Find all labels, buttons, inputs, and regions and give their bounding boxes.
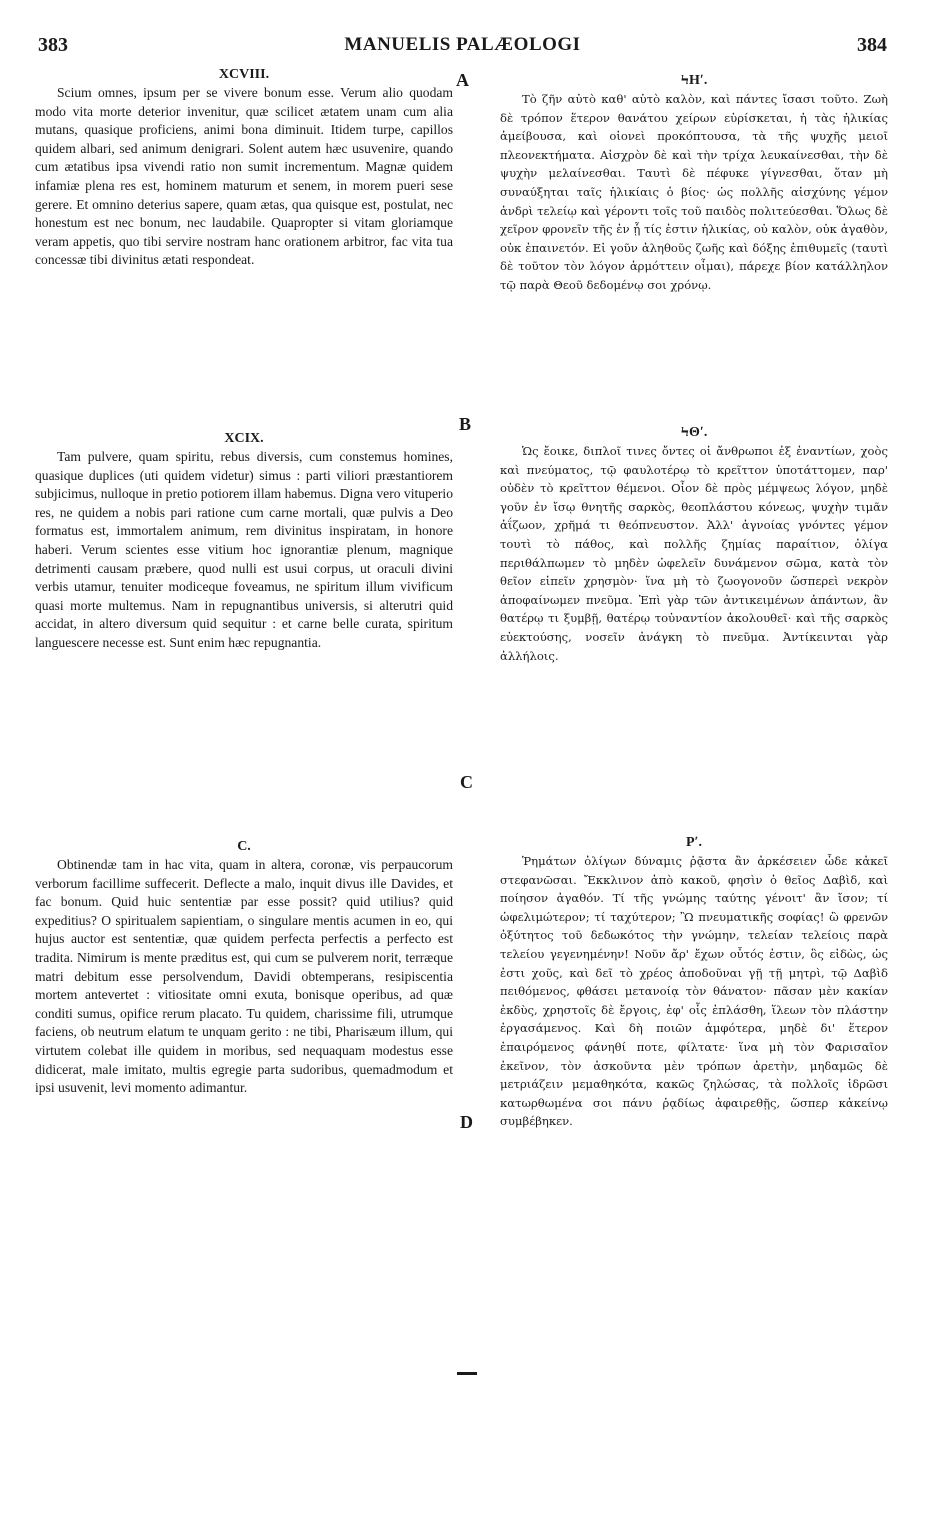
margin-letter-c: C <box>460 772 473 792</box>
latin-section-100 <box>35 838 453 1098</box>
section-title: ϞΘʹ. <box>680 425 708 440</box>
section-text: Ὡς ἔοικε, διπλοῖ τινες ὄντες οἱ ἄνθρωποι ἐξ ἐναντίων, χοὸς καὶ πνεύματος, τῷ φαυλοτέρῳ τὸ κρεῖττον ὑποτάττομεν, παρ' οὐδὲν τὸ κρεῖττον θέμενοι. Οἶον δὲ πρὸς μέμψεως λόγον, μηδὲ γοῦν ἐν ἴσῳ θνητῆς σαρκὸς, θεοπλάστου κόνεως, ψυχὴν τιμᾶν ἀΐζωον, χρῆμά τι θεόπνευστον. Ἀλλ' ἀγνοίας γνόντες γέμον τουτὶ τὸ πάθος, καὶ πολλῆς ζημίας παραίτιον, ὀλίγα περιθάλπωμεν τὸ μηδὲν ὠφελεῖν δυνάμενον σῶμα, κατὰ τὸν θεῖον εἰπεῖν χρησμὸν· ἵνα μὴ τὸ ζωογονοῦν ὥσπερεὶ νεκρὸν ἀποφαίνωμεν πνεῦμα. Ἐπὶ γὰρ τῶν ἀντικειμένων ἁπάντων, ἂν θατέρῳ τι ξυμβῇ, θατέρῳ τοὐναντίον ἀκολουθεῖ· καὶ τῆς σαρκὸς εὐεκτούσης, νοσεῖν ἀνάγκη τὸ πνεῦμα. Ἀντίκεινται γὰρ ἀλλήλοις. <box>500 444 888 663</box>
greek-section-98 <box>500 72 888 295</box>
latin-section-99 <box>35 430 453 653</box>
section-title: XCIX. <box>224 431 264 446</box>
section-title: ϞΗʹ. <box>680 73 708 88</box>
greek-section-100 <box>500 834 888 1131</box>
page-number-right: 384 <box>857 34 887 56</box>
end-dash <box>457 1372 477 1375</box>
section-title: C. <box>237 839 251 854</box>
section-text: Obtinendæ tam in hac vita, quam in altera, coronæ, vis perpaucorum verborum facillime suffecerit. Deflecte a malo, inquit divus ille Davides, et fac bonum. Quid huic sententiæ par esse possit? quid utilius? quid expeditius? O spiritualem sapientiam, o singulare mentis acumen in eo, qui hujus auctor est sententiæ, quæ quidem perfecta perfectis a perfecto est tradita. Nimirum is mente præditus est, qui cum se pulverem norit, terræque matri debitum esse persolvendum, Davidi obtemperans, resipiscentia mortem antevertet : vitiositate omni exuta, bonisque operibus, ad quæ conditi sumus, opifice rerum placato. Tu quidem, charissime fili, utrumque faciens, ob neutrum elatum te unquam gerito : ne tibi, Pharisæum illum, qui virtutem colebat ille quidem in moribus, sed nequaquam modestus esse didicerat, male imitato, multis egregie parta sudoribus, quemadmodum et ipsi usuvenit, levi momento adimantur. <box>35 857 453 1096</box>
page-number-left: 383 <box>38 34 68 56</box>
latin-section-98 <box>35 66 453 270</box>
section-title: Ρʹ. <box>686 835 702 850</box>
margin-letter-a: A <box>456 70 469 90</box>
section-text: Ῥημάτων ὀλίγων δύναμις ῥᾷστα ἂν ἀρκέσειεν ὧδε κἀκεῖ στεφανῶσαι. Ἔκκλινον ἀπὸ κακοῦ, φησὶν ὁ θεῖος Δαβὶδ, καὶ ποίησον ἀγαθόν. Τί τῆς γνώμης ταύτης γένοιτ' ἂν ἴσον; τί ὠφελιμώτερον; τί ταχύτερον; Ὢ πνευματικῆς σοφίας! ὢ φρενῶν ὀξύτητος τοῦ δεδωκότος τὴν γνώμην, τελείαν τελείοις παρὰ τελείου γεγενημένην! Νοῦν ἄρ' ἔχων οὗτός ἐστιν, ὃς εἰδὼς, ὡς ἐστι χοῦς, καὶ δεῖ τὸ χρέος ἀποδοῦναι γῇ τῇ μητρὶ, τῷ Δαβὶδ πειθόμενος, φθάσει μετανοίᾳ τὸν θάνατον· πᾶσαν μὲν κακίαν ἐκδὺς, χρηστοῖς δὲ ἔργοις, ἐφ' οἷς ἐπλάσθη, ἵλεων τὸν πλάστην ἐργασάμενος. Καὶ δὴ ποιῶν ἀμφότερα, μηδὲ δι' ἕτερον ἐπαιρόμενος φάνηθί ποτε, φίλτατε· ἵνα μὴ τὸν Φαρισαῖον ἐκεῖνον, τὸν ἀσκοῦντα μὲν τρόπων ἀρετὴν, μηδαμῶς δὲ μετριάζειν μεμαθηκότα, κακῶς ζηλώσας, τὰ πολλοῖς ἱδρῶσι κατωρθωμένα σοι πάνυ ῥᾳδίως ἀφαιρεθῇς, ὥσπερ κἀκείνῳ συμβέβηκεν. <box>500 854 888 1129</box>
section-text: Scium omnes, ipsum per se vivere bonum esse. Verum alio quodam modo vita morte deterior invenitur, quæ scilicet ætatem unam cum alia mutans, quasique proficiens, animi bona diminuit. Itidem turpe, capillos quidem albari, sed animum denigrari. Solent autem hæc usuvenire, quando cum ætatibus ipsa vivendi ratio non sumit incrementum. Magnæ quidem infamiæ plena res est, hominem maturum et senem, in morem pueri sese gerere. Et omnino deterius sapere, quam ætas, qua quisque est, postulat, nec honestum est nec bonum, nec laudabile. Quapropter si vitam gloriamque veram appetis, quo tibi servire nostram hanc orationem arbitror, fac vita tua concessæ tibi divinitus ætati respondeat. <box>35 85 453 268</box>
section-text: Tam pulvere, quam spiritu, rebus diversis, cum constemus homines, quasique duplices (uti quidem videtur) simus : parti viliori præstantiorem subjicimus, nulloque in pretio potiorem illam habemus. Digna vero vituperio res, ne quidem a nobis pari ratione cum carne mortali, quæ pulvis a Deo formatus est, immortalem animum, rem divinitus inspiratam, in honore haberi. Verum scientes esse vitium hoc ignorantiæ plenum, magnique detrimenti causam præbere, quod nulli est usui corpus, ut oraculi divini verbis utamur, tenuiter modiceque foveamus, ne spiritum illum vivificum quasi morte multemus. Nam in repugnantibus universis, si alterutri quid accidat, in altero diversum quid sequitur : et carne belle curata, spiritum languescere necesse est. Sunt enim hæc repugnantia. <box>35 449 453 650</box>
section-text: Τὸ ζῆν αὐτὸ καθ' αὑτὸ καλὸν, καὶ πάντες ἴσασι τοῦτο. Ζωὴ δὲ τρόπον ἕτερον θανάτου χείρων εὑρίσκεται, ἡ τὰς ἡλικίας ἀμείβουσα, καὶ οἱονεὶ προκόπτουσα, τὰ τῆς ψυχῆς μειοῖ πλεονεκτήματα. Αἰσχρὸν δὲ καὶ τὴν τρίχα λευκαίνεσθαι, τὴν δὲ ψυχὴν μελαίνεσθαι. Ταυτὶ δὲ πέφυκε γίγνεσθαι, ὅταν μὴ συναύξηται ταῖς ἡλικίαις ὁ βίος· ὡς πολλῆς αἰσχύνης γέμον ἀνδρὶ τελείῳ καὶ γέροντι τοῖς τοῦ παιδὸς πολιτεύεσθαι. Ὅλως δὲ χεῖρον φρονεῖν τῆς ἐν ᾗ τίς ἐστιν ἡλικίας, οὐ καλὸν, οὐκ ἀγαθὸν, οὐκ ἐπαινετόν. Εἰ γοῦν ἀληθοῦς ζωῆς καὶ δόξης ἐπιθυμεῖς (ταυτὶ δὲ τοῦτον τὸν λόγον ἁρμόττειν οἶμαι), πάρεχε βίον κατάλληλον τῷ παρὰ Θεοῦ δεδομένῳ σοι χρόνῳ. <box>500 92 888 292</box>
margin-letter-d: D <box>460 1112 473 1132</box>
margin-letter-b: B <box>459 414 472 434</box>
section-title: XCVIII. <box>218 67 270 82</box>
greek-section-99 <box>500 424 888 665</box>
running-title: MANUELIS PALÆOLOGI <box>344 34 581 55</box>
